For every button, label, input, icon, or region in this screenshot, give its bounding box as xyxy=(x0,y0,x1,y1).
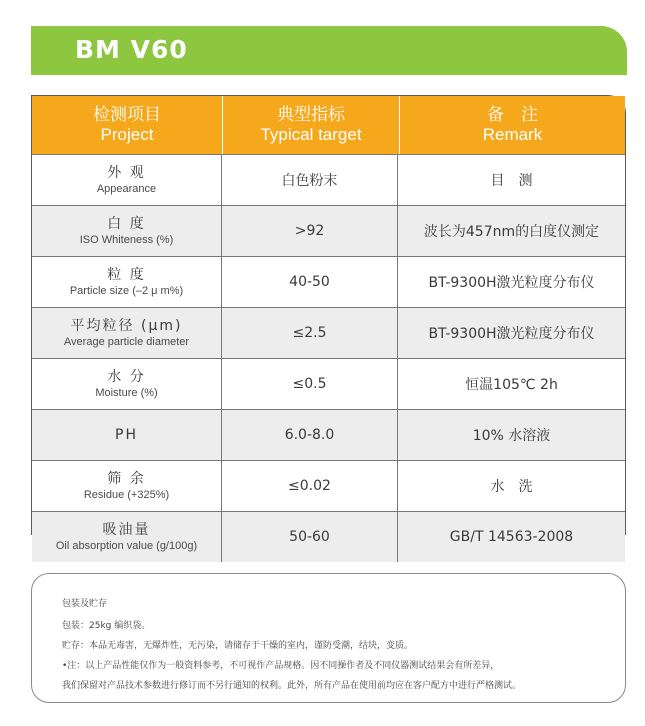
project-en: Oil absorption value (g/100g) xyxy=(55,539,198,552)
remark: BT-9300H激光粒度分布仪 xyxy=(428,326,595,342)
typical-value: 40-50 xyxy=(222,257,398,307)
remark: GB/T 14563-2008 xyxy=(449,529,574,545)
project-en: Residue (+325%) xyxy=(83,488,170,501)
notes-line: 包装：25kg 编织袋。 xyxy=(62,621,151,631)
typical-value: 白色粉末 xyxy=(222,155,398,205)
table-row xyxy=(32,256,625,307)
project-cell xyxy=(32,359,222,409)
notes-title: 包装及贮存 xyxy=(62,599,108,609)
header-project-cn: 检测项目 xyxy=(93,105,161,125)
project-cn: 白 度 xyxy=(107,215,146,232)
project-en: ISO Whiteness (%) xyxy=(79,233,174,246)
remark: 波长为457nm的白度仪测定 xyxy=(423,224,600,240)
remark: 10% 水溶液 xyxy=(472,428,551,444)
project-cell xyxy=(32,512,222,562)
project-cn: 粒 度 xyxy=(107,266,146,283)
header-remark xyxy=(400,96,625,154)
header-project-en: Project xyxy=(100,125,154,144)
table-row xyxy=(32,205,625,256)
project-en: Moisture (%) xyxy=(95,386,158,399)
project-cell xyxy=(32,155,222,205)
typical-value: ≤0.02 xyxy=(222,461,398,511)
project-cell xyxy=(32,410,222,460)
project-cell xyxy=(32,206,222,256)
header-project xyxy=(32,96,223,154)
notes-line: 贮存：本品无毒害，无爆炸性，无污染，请储存于干燥的室内，谨防受潮，结块，变质。 xyxy=(62,641,414,651)
remark: 恒温105℃ 2h xyxy=(465,377,558,393)
header-typical xyxy=(223,96,400,154)
header-typical-cn: 典型指标 xyxy=(277,105,345,125)
typical-value: 50-60 xyxy=(222,512,398,562)
typical-value: ≤2.5 xyxy=(222,308,398,358)
typical-value: ≤0.5 xyxy=(222,359,398,409)
notes-content xyxy=(62,594,521,696)
notes-line: •注：以上产品性能仅作为一般资料参考，不可视作产品规格。因不同操作者及不同仪器测试结果会有所差异， xyxy=(62,661,500,671)
project-cell xyxy=(32,257,222,307)
table-row xyxy=(32,409,625,460)
remark: 水 洗 xyxy=(490,479,533,495)
project-cell xyxy=(32,308,222,358)
header-typical-en: Typical target xyxy=(260,125,362,144)
table-row xyxy=(32,460,625,511)
project-cn: PH xyxy=(115,426,138,443)
table-row xyxy=(32,511,625,562)
notes-line: 我们保留对产品技术参数进行修订而不另行通知的权利。此外，所有产品在使用前均应在客户配方中进行严格测试。 xyxy=(62,681,522,691)
project-cn: 水 分 xyxy=(107,368,146,385)
project-en: Average particle diameter xyxy=(63,335,190,348)
table-row xyxy=(32,358,625,409)
table-row xyxy=(32,307,625,358)
header-remark-cn: 备 注 xyxy=(487,105,538,125)
table-header xyxy=(32,96,625,154)
remark: BT-9300H激光粒度分布仪 xyxy=(428,275,595,291)
packaging-storage-notes xyxy=(31,573,626,703)
project-en: Particle size (–2 μ m%) xyxy=(69,284,184,297)
project-cn: 筛 余 xyxy=(107,470,146,487)
product-banner xyxy=(31,26,627,75)
remark: 目 测 xyxy=(490,173,533,189)
header-remark-en: Remark xyxy=(482,125,543,144)
typical-value: >92 xyxy=(222,206,398,256)
project-cell xyxy=(32,461,222,511)
product-title: BM V60 xyxy=(75,35,188,64)
project-cn: 吸油量 xyxy=(102,521,151,538)
spec-table xyxy=(31,95,626,552)
project-cn: 外 观 xyxy=(107,164,146,181)
table-row xyxy=(32,154,625,205)
project-cn: 平均粒径 (μm) xyxy=(70,317,183,334)
project-en: Appearance xyxy=(96,182,157,195)
typical-value: 6.0-8.0 xyxy=(222,410,398,460)
